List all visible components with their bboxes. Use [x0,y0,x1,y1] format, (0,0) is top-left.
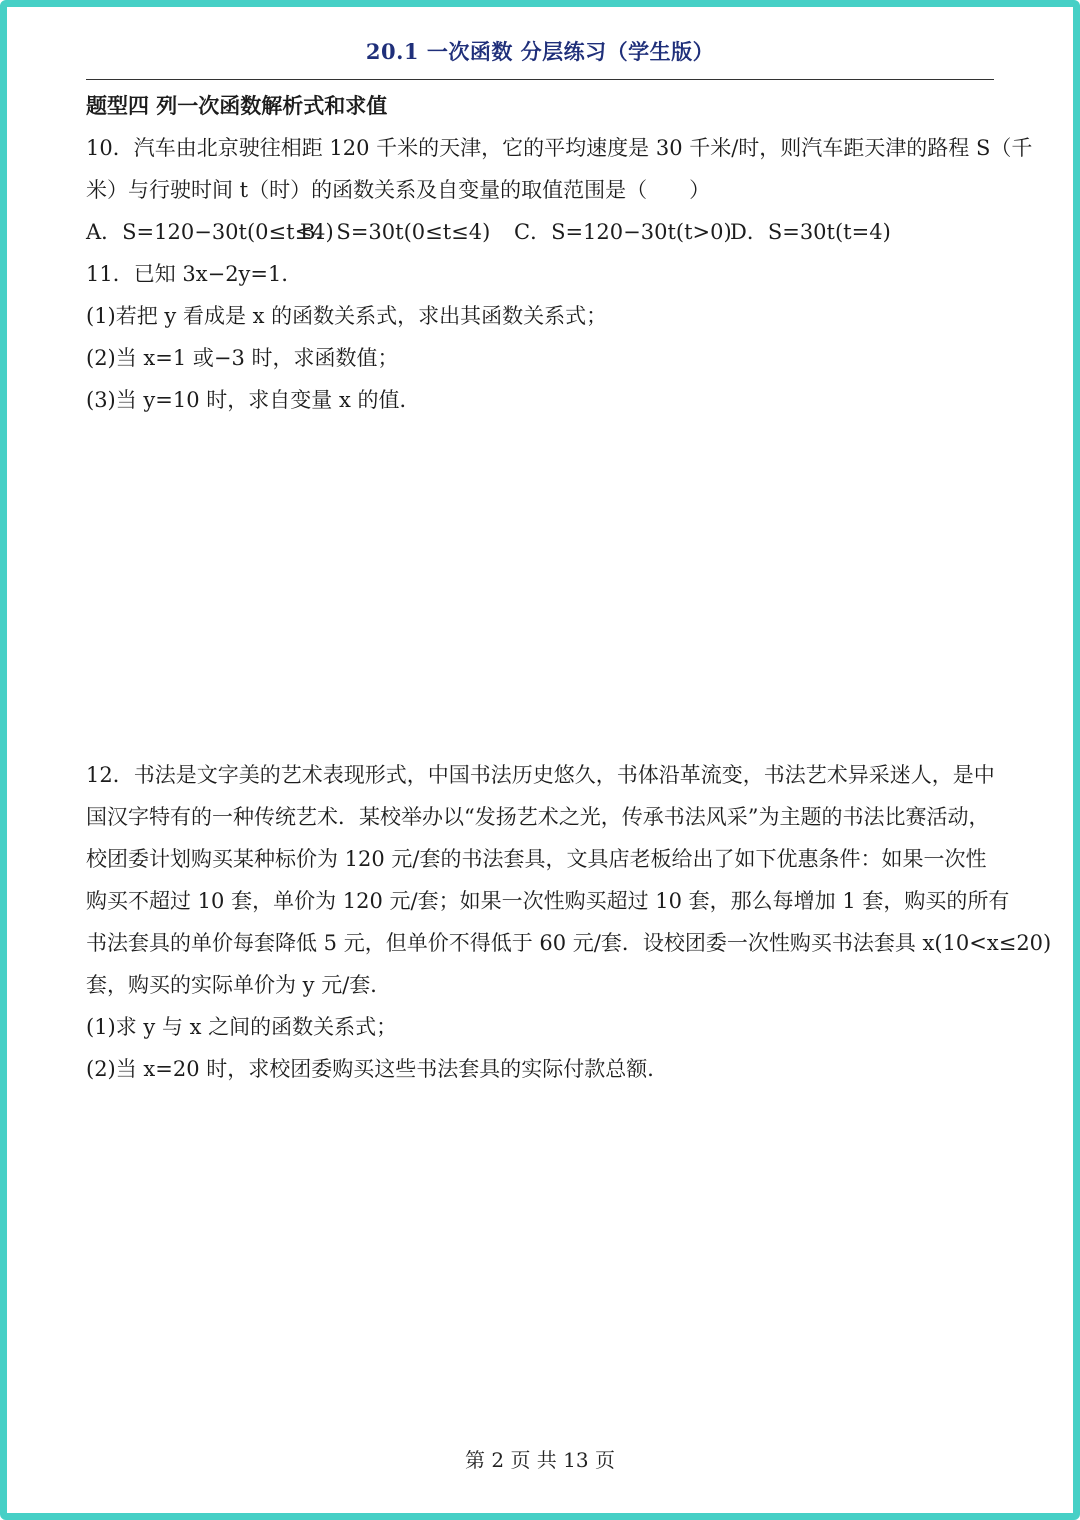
q10-option-b: B．S=30t(0≤t≤4) [300,220,491,244]
header-divider [86,79,994,80]
q12-stem-line-1: 12．书法是文字美的艺术表现形式，中国书法历史悠久，书体沿革流变，书法艺术异采迷人，是中 [86,763,995,787]
document-header-title: 20.1 一次函数 分层练习（学生版） [365,39,715,64]
q12-part-1: (1)求 y 与 x 之间的函数关系式； [86,1015,398,1039]
q10-option-a: A．S=120−30t(0≤t≤4) [86,220,334,244]
q11-part-1: (1)若把 y 看成是 x 的函数关系式，求出其函数关系式； [86,304,608,328]
q12-stem-line-3: 校团委计划购买某种标价为 120 元/套的书法套具，文具店老板给出了如下优惠条件：如果一次性 [86,847,987,871]
q12-stem-line-5: 书法套具的单价每套降低 5 元，但单价不得低于 60 元/套．设校团委一次性购买书法套具 x(10<x≤20) [86,931,1052,955]
section-title: 题型四 列一次函数解析式和求值 [86,93,388,118]
q12-part-2: (2)当 x=20 时，求校团委购买这些书法套具的实际付款总额． [86,1057,669,1081]
q10-options [86,218,1006,246]
q10-stem-line-1: 10．汽车由北京驶往相距 120 千米的天津，它的平均速度是 30 千米/时，则汽车距天津的路程 S（千 [86,136,1033,160]
q11-part-2: (2)当 x=1 或−3 时，求函数值； [86,346,399,370]
q12-stem-line-4: 购买不超过 10 套，单价为 120 元/套；如果一次性购买超过 10 套，那么每增加 1 套，购买的所有 [86,889,1010,913]
q10-option-d: D．S=30t(t=4) [730,220,891,244]
page-number-footer: 第 2 页 共 13 页 [465,1448,615,1472]
q11-part-3: (3)当 y=10 时，求自变量 x 的值． [86,388,421,412]
q12-stem-line-6: 套，购买的实际单价为 y 元/套． [86,973,392,997]
q10-option-c: C．S=120−30t(t>0) [514,220,732,244]
q10-stem-line-2: 米）与行驶时间 t（时）的函数关系及自变量的取值范围是（ ） [86,178,711,202]
q12-stem-line-2: 国汉字特有的一种传统艺术．某校举办以“发扬艺术之光，传承书法风采”为主题的书法比赛活动， [86,805,990,829]
q11-stem: 11．已知 3x−2y=1． [86,262,303,286]
